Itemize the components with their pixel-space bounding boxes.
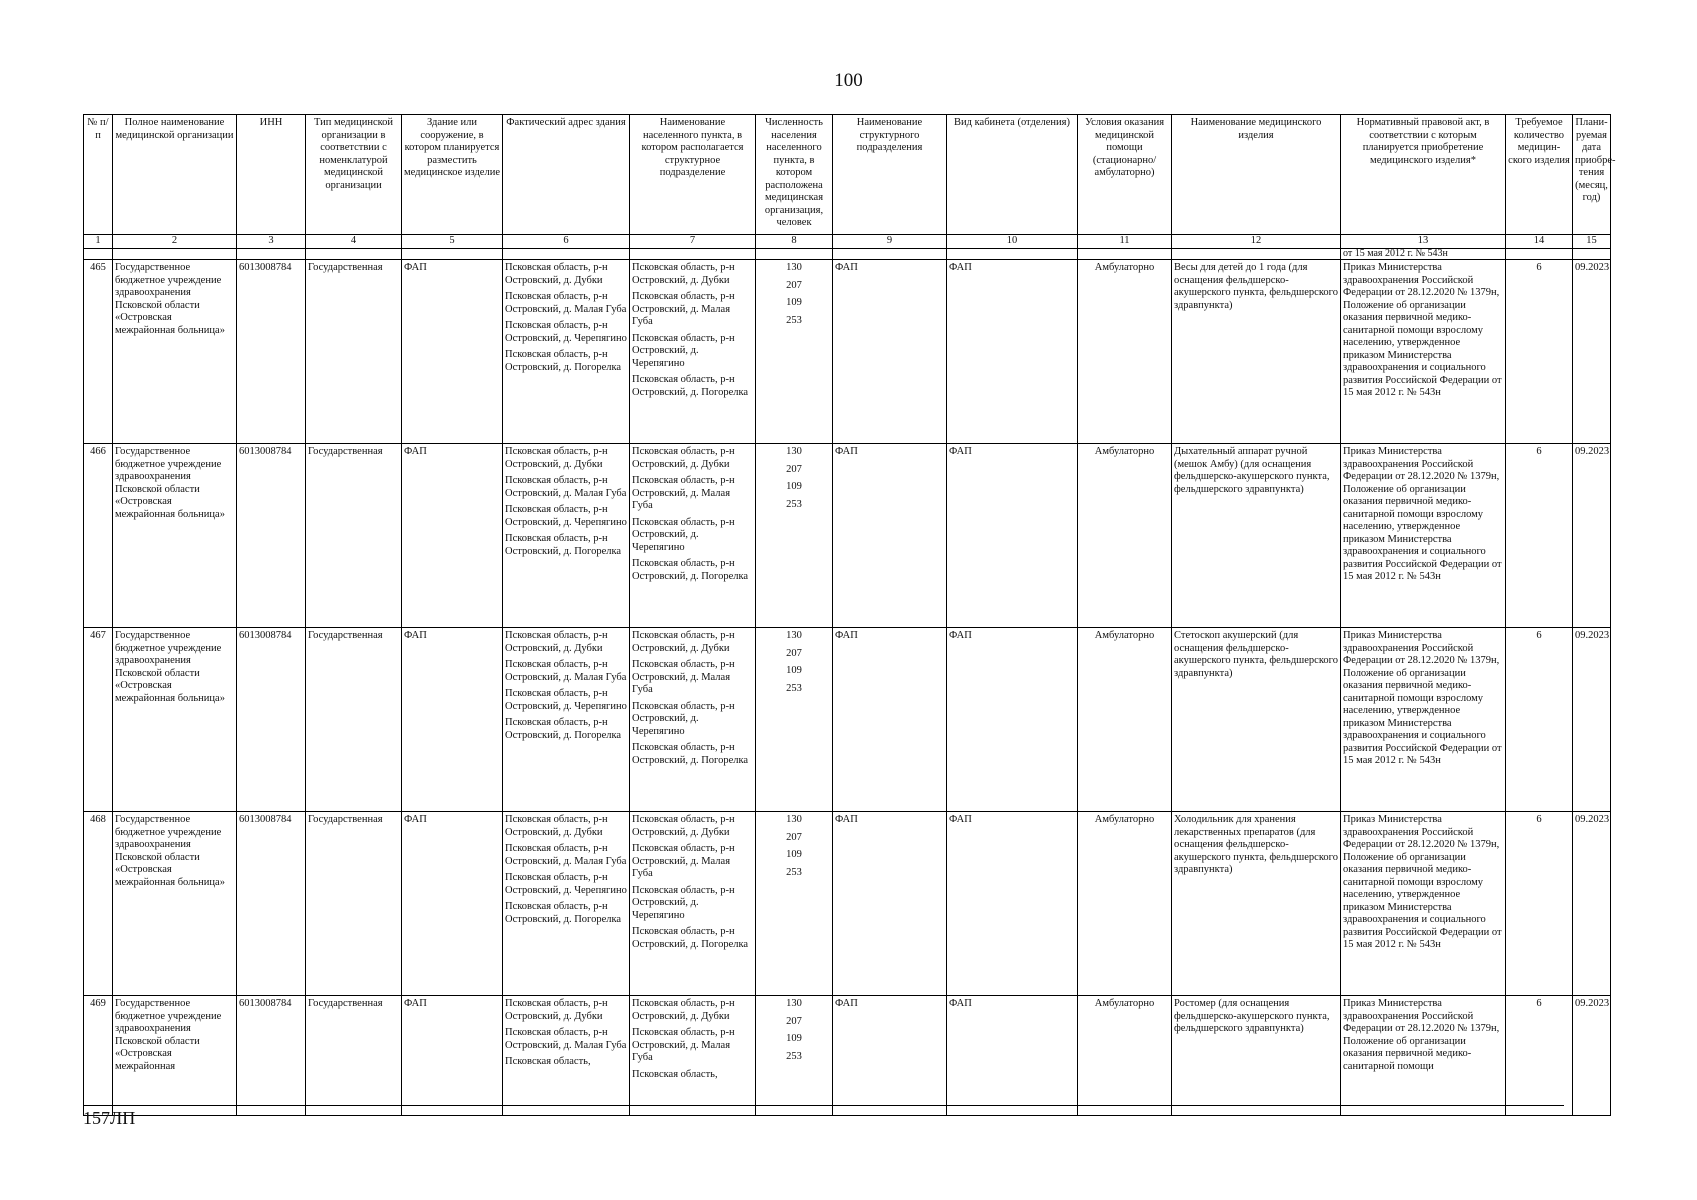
organization-type: Государственная (306, 444, 402, 628)
header-cell: Полное наименование медицинской организации (113, 115, 237, 235)
column-number: 15 (1573, 235, 1611, 249)
population-value: 253 (786, 866, 802, 878)
required-quantity: 6 (1506, 628, 1573, 812)
column-number: 10 (947, 235, 1078, 249)
address-list (503, 628, 630, 812)
header-row (84, 115, 1611, 235)
row-number: 465 (84, 260, 113, 444)
address-entry: Псковская область, (632, 1068, 718, 1080)
population-value: 109 (786, 297, 802, 308)
address-entry: Псковская область, р-н Островский, д. Дубки (505, 262, 608, 286)
column-number: 6 (503, 235, 630, 249)
address-entry: Псковская область, р-н Островский, д. Малая Губа (505, 1027, 627, 1051)
organization-name: Государственное бюджетное учреждение здравоохранения Псковской области «Островская межрайонная больница» (113, 628, 237, 812)
required-quantity: 6 (1506, 444, 1573, 628)
population-value: 130 (786, 814, 802, 825)
table-row (84, 628, 1611, 812)
address-entry: Псковская область, р-н Островский, д. Дубки (505, 814, 608, 838)
inn-value: 6013008784 (237, 444, 306, 628)
row-number: 468 (84, 812, 113, 996)
footer-code: 157ЛП (83, 1108, 136, 1128)
table-body (84, 260, 1611, 1116)
address-entry: Псковская область, р-н Островский, д. Малая Губа (632, 1027, 735, 1063)
population-value: 130 (786, 446, 802, 457)
required-quantity: 6 (1506, 812, 1573, 996)
header-cell: Нормативный правовой акт, в соответствии с которым планируется приобретение медицинского изделия* (1341, 115, 1506, 235)
population-value: 207 (786, 463, 802, 475)
table-row (84, 444, 1611, 628)
population-value: 207 (786, 831, 802, 843)
population-value: 207 (786, 279, 802, 291)
population-list (756, 444, 833, 628)
population-value: 109 (786, 849, 802, 860)
planned-date: 09.2023 (1573, 444, 1611, 628)
planned-date: 09.2023 (1573, 628, 1611, 812)
address-entry: Псковская область, р-н Островский, д. Черепягино (505, 872, 627, 896)
population-value: 253 (786, 314, 802, 326)
address-entry: Псковская область, р-н Островский, д. Черепягино (632, 332, 735, 369)
address-list (503, 260, 630, 444)
column-number: 13 (1341, 235, 1506, 249)
address-entry: Псковская область, р-н Островский, д. Черепягино (505, 504, 627, 528)
building-name: ФАП (402, 812, 503, 996)
column-number-row (84, 235, 1611, 249)
legal-act: Приказ Министерства здравоохранения Российской Федерации от 28.12.2020 № 1379н, Положение об организации оказания первичной медико-санитарной помощи взрослому населению, утвержденное приказом Министерства здравоохранения и социального развития Российской Федерации от 15 мая 2012 г. № 543н (1341, 260, 1506, 444)
care-conditions: Амбулаторно (1078, 996, 1172, 1116)
address-entry: Псковская область, р-н Островский, д. Погорелка (505, 349, 622, 373)
column-number: 4 (306, 235, 402, 249)
population-value: 207 (786, 1015, 802, 1027)
device-name: Дыхательный аппарат ручной (мешок Амбу) (для оснащения фельдшерско-акушерского пункта, фельдшерского здравпункта) (1172, 444, 1341, 628)
organization-name: Государственное бюджетное учреждение здравоохранения Псковской области «Островская межрайонная больница» (113, 260, 237, 444)
address-entry: Псковская область, р-н Островский, д. Черепягино (632, 516, 735, 553)
cabinet-type: ФАП (947, 812, 1078, 996)
device-name: Стетоскоп акушерский (для оснащения фельдшерско-акушерского пункта, фельдшерского здравпункта) (1172, 628, 1341, 812)
population-value: 130 (786, 630, 802, 641)
header-cell: Наименование структурного подразделения (833, 115, 947, 235)
column-number: 8 (756, 235, 833, 249)
device-name: Ростомер (для оснащения фельдшерско-акушерского пункта, фельдшерского здравпункта) (1172, 996, 1341, 1116)
column-number: 1 (84, 235, 113, 249)
locality-list (630, 260, 756, 444)
building-name: ФАП (402, 260, 503, 444)
header-cell: Наименование населенного пункта, в котором располагается структурное подразделение (630, 115, 756, 235)
column-number: 12 (1172, 235, 1341, 249)
column-number: 11 (1078, 235, 1172, 249)
address-entry: Псковская область, р-н Островский, д. Малая Губа (632, 659, 735, 695)
header-cell: ИНН (237, 115, 306, 235)
population-value: 207 (786, 647, 802, 659)
structural-unit: ФАП (833, 444, 947, 628)
legal-act: Приказ Министерства здравоохранения Российской Федерации от 28.12.2020 № 1379н, Положение об организации оказания первичной медико-санитарной помощи взрослому населению, утвержденное приказом Министерства здравоохранения и социального развития Российской Федерации от 15 мая 2012 г. № 543н (1341, 812, 1506, 996)
address-entry: Псковская область, р-н Островский, д. Погорелка (632, 558, 749, 582)
column-number: 5 (402, 235, 503, 249)
organization-type: Государственная (306, 812, 402, 996)
structural-unit: ФАП (833, 260, 947, 444)
device-name: Весы для детей до 1 года (для оснащения фельдшерско-акушерского пункта, фельдшерского здравпункта) (1172, 260, 1341, 444)
inn-value: 6013008784 (237, 996, 306, 1116)
device-name: Холодильник для хранения лекарственных препаратов (для оснащения фельдшерско-акушерского пункта, фельдшерского здравпункта) (1172, 812, 1341, 996)
address-entry: Псковская область, р-н Островский, д. Черепягино (505, 320, 627, 344)
inn-value: 6013008784 (237, 628, 306, 812)
organization-type: Государственная (306, 260, 402, 444)
population-value: 253 (786, 498, 802, 510)
address-entry: Псковская область, р-н Островский, д. Малая Губа (505, 475, 627, 499)
address-entry: Псковская область, р-н Островский, д. Черепягино (632, 884, 735, 921)
address-list (503, 812, 630, 996)
legal-act: Приказ Министерства здравоохранения Российской Федерации от 28.12.2020 № 1379н, Положение об организации оказания первичной медико-санитарной помощи взрослому населению, утвержденное приказом Министерства здравоохранения и социального развития Российской Федерации от 15 мая 2012 г. № 543н (1341, 628, 1506, 812)
row-number: 466 (84, 444, 113, 628)
structural-unit: ФАП (833, 996, 947, 1116)
organization-type: Государственная (306, 628, 402, 812)
address-entry: Псковская область, р-н Островский, д. Малая Губа (505, 659, 627, 683)
medical-equipment-table (83, 114, 1616, 1116)
building-name: ФАП (402, 996, 503, 1116)
address-entry: Псковская область, р-н Островский, д. Погорелка (505, 717, 622, 741)
address-entry: Псковская область, р-н Островский, д. Дубки (632, 446, 735, 470)
building-name: ФАП (402, 444, 503, 628)
address-entry: Псковская область, р-н Островский, д. Погорелка (632, 374, 749, 398)
locality-list (630, 444, 756, 628)
page-number: 100 (834, 70, 863, 91)
inn-value: 6013008784 (237, 812, 306, 996)
cabinet-type: ФАП (947, 628, 1078, 812)
legal-act: Приказ Министерства здравоохранения Российской Федерации от 28.12.2020 № 1379н, Положение об организации оказания первичной медико-санитарной помощи (1341, 996, 1506, 1116)
table-row (84, 812, 1611, 996)
continuation-row (84, 249, 1611, 260)
population-value: 109 (786, 665, 802, 676)
address-entry: Псковская область, р-н Островский, д. Погорелка (632, 742, 749, 766)
cabinet-type: ФАП (947, 996, 1078, 1116)
column-number: 14 (1506, 235, 1573, 249)
planned-date: 09.2023 (1573, 260, 1611, 444)
population-value: 130 (786, 262, 802, 273)
address-entry: Псковская область, р-н Островский, д. Погорелка (505, 533, 622, 557)
table-row (84, 260, 1611, 444)
address-entry: Псковская область, р-н Островский, д. Дубки (505, 998, 608, 1022)
address-entry: Псковская область, р-н Островский, д. Дубки (632, 262, 735, 286)
header-cell: № п/п (84, 115, 113, 235)
table-row (84, 996, 1611, 1116)
care-conditions: Амбулаторно (1078, 444, 1172, 628)
address-entry: Псковская область, р-н Островский, д. Черепягино (505, 688, 627, 712)
header-cell: Фактический адрес здания (503, 115, 630, 235)
structural-unit: ФАП (833, 628, 947, 812)
column-number: 9 (833, 235, 947, 249)
cabinet-type: ФАП (947, 444, 1078, 628)
column-number: 3 (237, 235, 306, 249)
inn-value: 6013008784 (237, 260, 306, 444)
locality-list (630, 628, 756, 812)
population-value: 130 (786, 998, 802, 1009)
header-cell: Численность населения населенного пункта, в котором расположена медицинская организация, человек (756, 115, 833, 235)
population-list (756, 996, 833, 1116)
locality-list (630, 812, 756, 996)
header-cell: Здание или сооружение, в котором планируется разместить медицинское изделие (402, 115, 503, 235)
address-entry: Псковская область, р-н Островский, д. Погорелка (632, 926, 749, 950)
organization-name: Государственное бюджетное учреждение здравоохранения Псковской области «Островская межрайонная больница» (113, 444, 237, 628)
address-entry: Псковская область, р-н Островский, д. Малая Губа (632, 291, 735, 327)
organization-name: Государственное бюджетное учреждение здравоохранения Псковской области «Островская межрайонная больница» (113, 812, 237, 996)
header-cell: Вид кабинета (отделения) (947, 115, 1078, 235)
care-conditions: Амбулаторно (1078, 260, 1172, 444)
row-number: 467 (84, 628, 113, 812)
header-cell: Тип медицинской организации в соответствии с номенклатурой медицинской организации (306, 115, 402, 235)
population-value: 253 (786, 1050, 802, 1062)
planned-date: 09.2023 (1573, 812, 1611, 996)
structural-unit: ФАП (833, 812, 947, 996)
address-entry: Псковская область, р-н Островский, д. Малая Губа (632, 843, 735, 879)
address-entry: Псковская область, р-н Островский, д. Малая Губа (632, 475, 735, 511)
planned-date: 09.2023 (1573, 996, 1611, 1116)
population-value: 253 (786, 682, 802, 694)
population-value: 109 (786, 481, 802, 492)
header-cell: Условия оказания медицинской помощи (стационарно/ амбулаторно) (1078, 115, 1172, 235)
header-cell: Наименование медицинского изделия (1172, 115, 1341, 235)
cabinet-type: ФАП (947, 260, 1078, 444)
column-number: 2 (113, 235, 237, 249)
required-quantity: 6 (1506, 260, 1573, 444)
column-number: 7 (630, 235, 756, 249)
header-cell: Требуемое количество медицин-ского изделия (1506, 115, 1573, 235)
address-entry: Псковская область, р-н Островский, д. Дубки (505, 630, 608, 654)
header-cell: Плани-руемая дата приобре-тения (месяц, год) (1573, 115, 1611, 235)
care-conditions: Амбулаторно (1078, 628, 1172, 812)
address-entry: Псковская область, р-н Островский, д. Дубки (632, 630, 735, 654)
required-quantity: 6 (1506, 996, 1573, 1116)
address-entry: Псковская область, (505, 1056, 591, 1067)
address-list (503, 996, 630, 1116)
locality-list (630, 996, 756, 1116)
address-entry: Псковская область, р-н Островский, д. Черепягино (632, 700, 735, 737)
population-list (756, 260, 833, 444)
address-entry: Псковская область, р-н Островский, д. Дубки (632, 998, 735, 1022)
care-conditions: Амбулаторно (1078, 812, 1172, 996)
organization-name: Государственное бюджетное учреждение здравоохранения Псковской области «Островская межрайонная (113, 996, 237, 1116)
population-list (756, 628, 833, 812)
population-value: 109 (786, 1033, 802, 1044)
address-entry: Псковская область, р-н Островский, д. Малая Губа (505, 843, 627, 867)
building-name: ФАП (402, 628, 503, 812)
address-entry: Псковская область, р-н Островский, д. Дубки (505, 446, 608, 470)
address-entry: Псковская область, р-н Островский, д. Погорелка (505, 901, 622, 925)
organization-type: Государственная (306, 996, 402, 1116)
legal-act: Приказ Министерства здравоохранения Российской Федерации от 28.12.2020 № 1379н, Положение об организации оказания первичной медико-санитарной помощи взрослому населению, утвержденное приказом Министерства здравоохранения и социального развития Российской Федерации от 15 мая 2012 г. № 543н (1341, 444, 1506, 628)
row-number: 469 (84, 996, 113, 1116)
address-list (503, 444, 630, 628)
address-entry: Псковская область, р-н Островский, д. Дубки (632, 814, 735, 838)
population-list (756, 812, 833, 996)
address-entry: Псковская область, р-н Островский, д. Малая Губа (505, 291, 627, 315)
document-table-frame (83, 114, 1616, 1106)
continuation-text: от 15 мая 2012 г. № 543н (1341, 249, 1506, 260)
